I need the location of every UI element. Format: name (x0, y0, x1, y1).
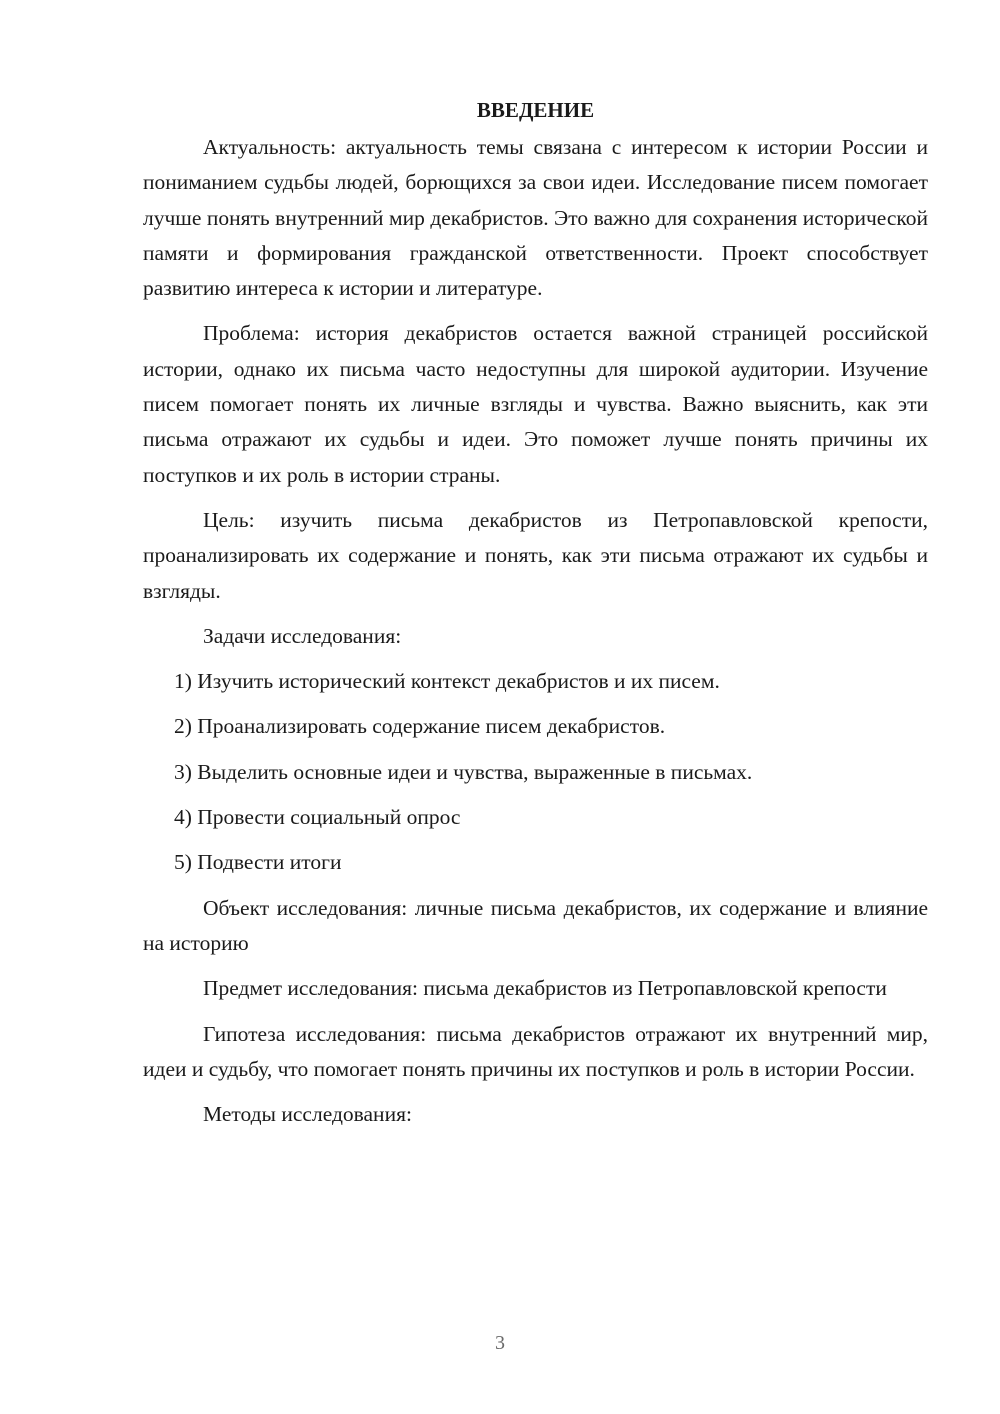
task-item: 5) Подвести итоги (174, 850, 342, 875)
relevance-paragraph: Актуальность: актуальность темы связана с интересом к истории России и пониманием судьбы людей, борющихся за свои идеи. Исследование писем помогает лучше понять внутренний мир декабристов. Это важно для сохранения исторической памяти и формирования гражданской ответственности. Проект способствует развитию интереса к истории и литературе. (143, 135, 928, 301)
task-item: 2) Проанализировать содержание писем декабристов. (174, 714, 666, 739)
tasks-heading: Задачи исследования: (203, 623, 402, 648)
task-item: 4) Провести социальный опрос (174, 805, 461, 830)
hypothesis-paragraph: Гипотеза исследования: письма декабристов отражают их внутренний мир, идеи и судьбу, что помогает понять причины их поступков и роль в истории России. (143, 1021, 928, 1081)
problem-paragraph: Проблема: история декабристов остается важной страницей российской истории, однако их письма часто недоступны для широкой аудитории. Изучение писем помогает понять их личные взгляды и чувства. Важно выяснить, как эти письма отражают их судьбы и идеи. Это поможет лучше понять причины их поступков и их роль в истории страны. (143, 321, 928, 487)
subject-paragraph: Предмет исследования: письма декабристов из Петропавловской крепости (203, 976, 887, 1001)
tasks-list (143, 664, 928, 880)
task-item: 3) Выделить основные идеи и чувства, выраженные в письмах. (174, 759, 753, 784)
goal-paragraph: Цель: изучить письма декабристов из Петропавловской крепости, проанализировать их содержание и понять, как эти письма отражают их судьбы и взгляды. (143, 507, 928, 603)
task-item: 1) Изучить исторический контекст декабристов и их писем. (174, 669, 720, 694)
methods-heading: Методы исследования: (203, 1102, 412, 1127)
document-page (143, 92, 928, 1142)
object-paragraph: Объект исследования: личные письма декабристов, их содержание и влияние на историю (143, 895, 928, 955)
section-title: ВВЕДЕНИЕ (476, 98, 595, 122)
page-number: 3 (495, 1332, 505, 1354)
